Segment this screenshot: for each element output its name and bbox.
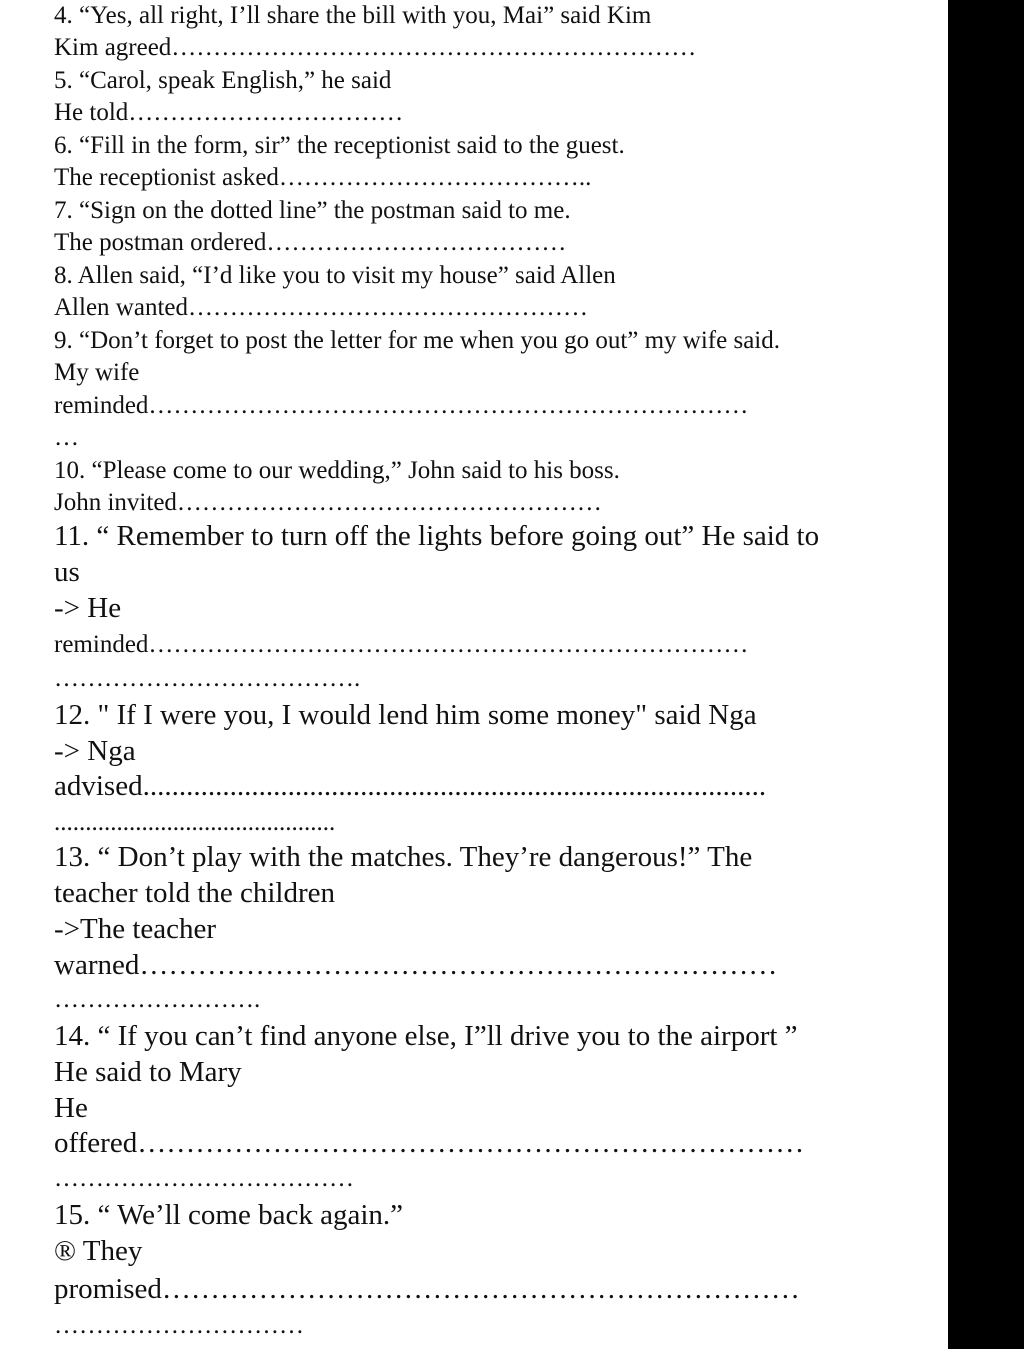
- exercise-line: ® They: [54, 1235, 143, 1267]
- exercise-line: …………………………: [54, 1312, 304, 1339]
- exercise-line: John invited……………………………………………: [54, 489, 602, 516]
- exercise-line: 14. “ If you can’t find anyone else, I”ll drive you to the airport ”: [54, 1020, 798, 1052]
- exercise-line: ->The teacher: [54, 913, 217, 945]
- exercise-line: …………………….: [54, 986, 261, 1013]
- exercise-line: 7. “Sign on the dotted line” the postman said to me.: [54, 197, 571, 224]
- exercise-line: -> Nga: [54, 735, 136, 767]
- exercise-line: 5. “Carol, speak English,” he said: [54, 67, 392, 94]
- exercise-line: ……………………………….: [54, 665, 361, 692]
- exercise-line: us: [54, 556, 80, 588]
- exercise-line: 11. “ Remember to turn off the lights before going out” He said to: [54, 520, 820, 552]
- exercise-line: advised......................................................................................: [54, 770, 767, 802]
- exercise-line: 9. “Don’t forget to post the letter for me when you go out” my wife said.: [54, 327, 781, 354]
- exercise-line: The receptionist asked………………………………..: [54, 164, 592, 191]
- exercise-line: 4. “Yes, all right, I’ll share the bill with you, Mai” said Kim: [54, 2, 652, 29]
- exercise-line: 13. “ Don’t play with the matches. They’re dangerous!” The: [54, 841, 753, 873]
- exercise-line: promised…………………………………………………………: [54, 1273, 800, 1305]
- exercise-line: warned…………………………………………………………: [54, 949, 778, 981]
- exercise-line: 8. Allen said, “I’d like you to visit my house” said Allen: [54, 262, 616, 289]
- exercise-line: 12. " If I were you, I would lend him some money" said Nga: [54, 699, 757, 731]
- exercise-line: teacher told the children: [54, 877, 336, 909]
- exercise-line: He told……………………………: [54, 99, 404, 126]
- exercise-line: My wife: [54, 359, 140, 386]
- right-dark-edge: [948, 0, 1024, 1349]
- exercise-line: Kim agreed………………………………………………………: [54, 34, 697, 61]
- exercise-line: …: [54, 424, 79, 451]
- exercise-line: 6. “Fill in the form, sir” the receptionist said to the guest.: [54, 132, 625, 159]
- exercise-line: .............................................: [54, 809, 336, 836]
- exercise-line: -> He: [54, 592, 122, 624]
- exercise-line: 10. “Please come to our wedding,” John said to his boss.: [54, 457, 620, 484]
- exercise-line: ………………………………: [54, 1165, 354, 1192]
- exercise-line: reminded………………………………………………………………: [54, 392, 749, 419]
- exercise-line: reminded………………………………………………………………: [54, 631, 749, 658]
- exercise-line: 15. “ We’ll come back again.”: [54, 1199, 404, 1231]
- exercise-line: He said to Mary: [54, 1056, 242, 1088]
- exercise-line: He: [54, 1092, 88, 1124]
- exercise-line: The postman ordered………………………………: [54, 229, 567, 256]
- exercise-line: Allen wanted…………………………………………: [54, 294, 588, 321]
- exercise-line: offered……………………………………………………………: [54, 1127, 805, 1159]
